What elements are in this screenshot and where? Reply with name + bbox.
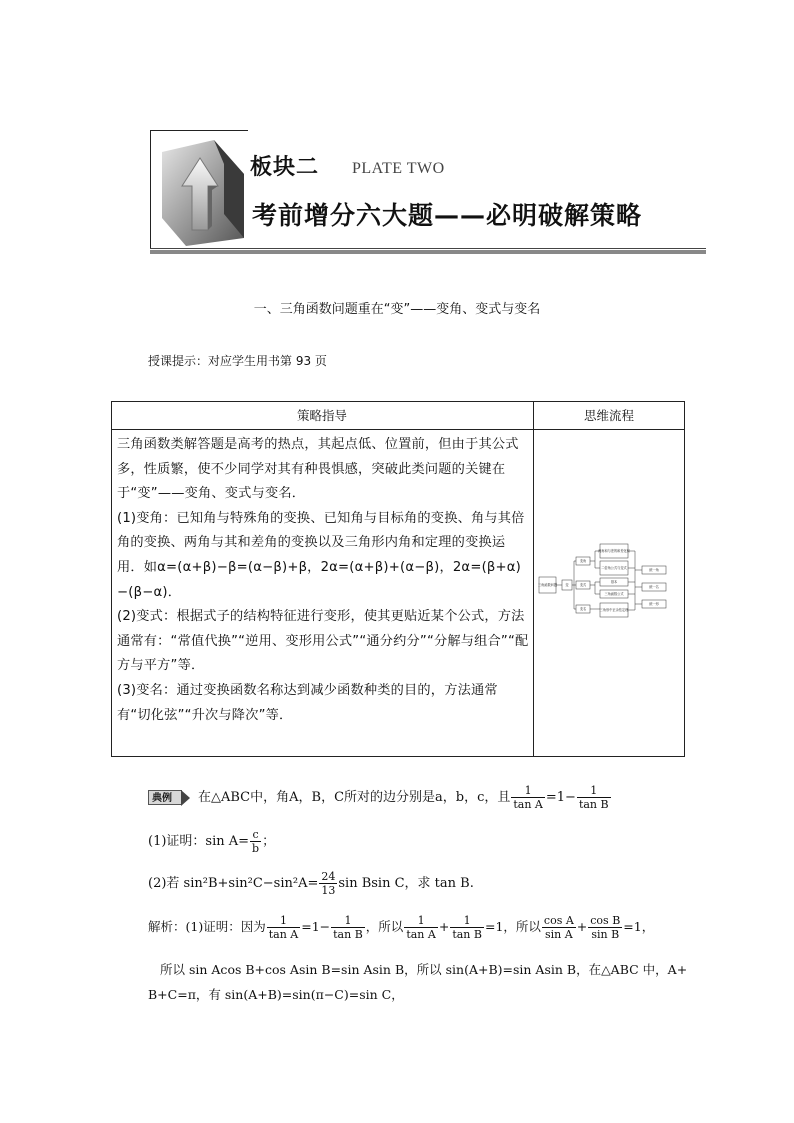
- flow-item: 三角函数公式: [604, 592, 624, 596]
- teaching-hint: 授课提示：对应学生用书第 93 页: [148, 354, 327, 368]
- solution-text: ，所以: [365, 919, 404, 934]
- q1-label: (1)证明：sin A=: [148, 834, 250, 849]
- numerator: 1: [404, 914, 438, 928]
- banner-rule-shadow: [150, 250, 706, 254]
- badge-arrow-icon: [181, 790, 190, 806]
- solution-text: =1，所以: [484, 919, 541, 934]
- denominator: 13: [321, 884, 336, 897]
- table-header-flow: 思维流程: [583, 408, 634, 423]
- fraction: [577, 784, 611, 811]
- numerator: 1: [450, 914, 484, 928]
- table-column-divider: [533, 401, 534, 757]
- thinking-flowchart: [538, 543, 680, 627]
- flow-item: 二倍角公式与变式: [601, 566, 627, 570]
- flow-branch: 变名: [579, 607, 587, 611]
- denominator: tan B: [578, 798, 609, 811]
- flow-item: 三角形中正余弦定理: [599, 608, 629, 612]
- plate-number: 板块二: [250, 155, 320, 180]
- fraction: [450, 914, 484, 941]
- solution-text: =1，: [623, 919, 655, 934]
- example-badge: 典例: [148, 790, 182, 805]
- stem-text: 在△ABC中，角A，B，C所对的边分别是a，b，c，且: [198, 790, 511, 805]
- strategy-paragraph: (2)变式：根据式子的结构特征进行变形，使其更贴近某个公式，方法通常有：“常值代换”“逆用、变形用公式”“通分约分”“分解与组合”“配方与平方”等．: [117, 609, 529, 674]
- banner-frame-top: [150, 130, 248, 131]
- q2-post: sin Bsin C，求 tan B.: [338, 876, 474, 891]
- section-title: 一、三角函数问题重在“变”——变角、变式与变名: [253, 302, 541, 317]
- fraction: [588, 914, 622, 941]
- denominator: tan A: [268, 928, 299, 941]
- fraction: [331, 914, 365, 941]
- table-header-strategy: 策略指导: [296, 408, 347, 423]
- q1-end: ；: [262, 834, 276, 849]
- q2-pre: (2)若 sin²B+sin²C−sin²A=: [148, 876, 319, 891]
- flow-center: 变: [565, 583, 569, 587]
- fraction: [250, 828, 261, 855]
- solution-label: 解析：(1)证明：因为: [148, 919, 266, 934]
- fraction: [511, 784, 545, 811]
- numerator: c: [250, 828, 261, 842]
- numerator: cos B: [590, 914, 621, 927]
- flow-result: 统一形: [649, 602, 659, 606]
- denominator: tan B: [333, 928, 363, 941]
- flow-root: 三角函数问题: [538, 583, 558, 587]
- solution-line-1: 解析：(1)证明：因为 $\frac{1}{\text{tan A}}$ =1− $\frac{1}{\text{tan B}}$ ，所以 $\frac{1}{\text{tan A}}$ + $\frac{1}{\text{tan B}}$ =1，所以 $\frac{\text{cos A}}{\text{sin A}}$ + $\frac{\text{cos B}}{\text{sin B}}$ =1，: [148, 914, 655, 941]
- strategy-paragraph: 三角函数类解答题是高考的热点，其起点低、位置前，但由于其公式多，性质繁，使不少同学对其有种畏惧感，突破此类问题的关键在于“变”——变角、变式与变名．: [117, 437, 519, 502]
- banner-rule: [150, 248, 706, 249]
- question-2: [148, 870, 474, 897]
- numerator: 1: [267, 914, 301, 928]
- numerator: 1: [577, 784, 611, 798]
- flow-branch: 变角: [579, 559, 587, 563]
- plate-title: 考前增分六大题——必明破解策略: [252, 201, 643, 230]
- numerator: 24: [321, 870, 336, 883]
- banner-frame-left: [150, 130, 151, 248]
- flow-branch: 变式: [579, 583, 587, 587]
- denominator: tan B: [452, 928, 482, 941]
- stem-eq: =1−: [545, 790, 576, 805]
- solution-eq: =1−: [301, 919, 331, 934]
- numerator: 1: [331, 914, 365, 928]
- strategy-paragraph: (1)变角：已知角与特殊角的变换、已知角与目标角的变换、角与其倍角的变换、两角与其和差角的变换以及三角形内角和定理的变换运用．如α=(α+β)−β=(α−β)+β，2α=(α+β)+(α−β)，2α=(β+α)−(β−α)．: [117, 510, 525, 600]
- numerator: cos A: [543, 914, 574, 927]
- flow-item: 基本: [610, 580, 618, 584]
- flow-result: 统一角: [649, 568, 659, 572]
- denominator: sin B: [591, 928, 620, 941]
- denominator: sin A: [544, 928, 573, 941]
- strategy-text: [117, 433, 529, 728]
- flow-item: 两角和与差的和差化积: [598, 549, 630, 553]
- flow-result: 统一名: [649, 585, 659, 589]
- denominator: b: [252, 842, 260, 855]
- fraction: [404, 914, 438, 941]
- numerator: 1: [511, 784, 545, 798]
- solution-line-3: B+C=π，有 sin(A+B)=sin(π−C)=sin C，: [148, 987, 404, 1002]
- up-arrow-block-icon: [154, 134, 246, 246]
- question-1: [148, 828, 275, 855]
- solution-line-2: 所以 sin Acos B+cos Asin B=sin Asin B，所以 sin(A+B)=sin Asin B，在△ABC 中，A+: [160, 962, 688, 977]
- fraction: [542, 914, 576, 941]
- denominator: tan A: [406, 928, 436, 941]
- table-header-divider: [111, 429, 685, 430]
- strategy-paragraph: (3)变名：通过变换函数名称达到减少函数种类的目的，方法通常有“切化弦”“升次与降次”等．: [117, 682, 498, 723]
- example-stem: [198, 784, 612, 811]
- fraction: [267, 914, 301, 941]
- fraction: [319, 870, 337, 897]
- plate-english: PLATE TWO: [352, 160, 445, 177]
- denominator: tan A: [513, 798, 543, 811]
